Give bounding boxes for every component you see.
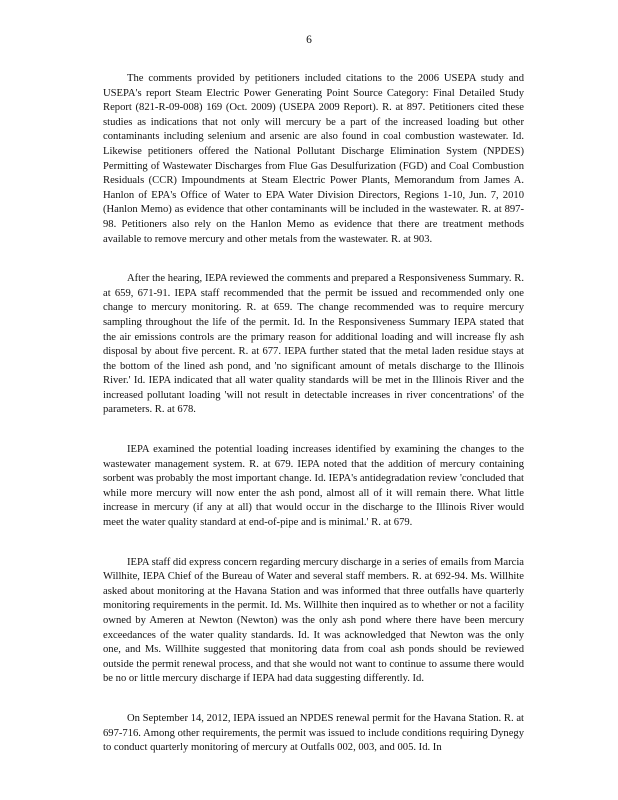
body-text: [103, 72, 524, 781]
paragraph-1: The comments provided by petitioners included citations to the 2006 USEPA study and USEPA's report Steam Electric Power Generating Point Source Category: Final Detailed Study Report (821-R-09-008) 169 (Oct. 2009) (USEPA 2009 Report). R. at 897. Petitioners cited these studies as indications that not only will mercury be a part of the increased loading but other contaminants including selenium and arsenic are also found in coal combustion wastewater. Id. Likewise petitioners offered the National Pollutant Discharge Elimination System (NPDES) Permitting of Wastewater Discharges from Flue Gas Desulfurization (FGD) and Coal Combustion Residuals (CCR) Impoundments at Steam Electric Power Plants, Memorandum from James A. Hanlon of EPA's Office of Water to EPA Water Division Directors, Regions 1-10, Jun. 7, 2010 (Hanlon Memo) as evidence that other contaminants will be included in the wastewater. R. at 897-98. Petitioners also rely on the Hanlon Memo as evidence that there are treatment methods available to remove mercury and other metals from the wastewater. R. at 903.: [103, 73, 524, 245]
paragraph-2: After the hearing, IEPA reviewed the comments and prepared a Responsiveness Summary. R. at 659, 671-91. IEPA staff recommended that the permit be issued and recommended only one change to mercury monitoring. R. at 659. The change recommended was to require mercury sampling throughout the life of the permit. Id. In the Responsiveness Summary IEPA stated that the air emissions controls are the primary reason for additional loading and will increase fly ash disposal by about five percent. R. at 677. IEPA further stated that the metal laden residue stays at the bottom of the lined ash pond, and 'no significant amount of metals discharge to the Illinois River.' Id. IEPA indicated that all water quality standards will be met in the Illinois River and the increased pollutant loading 'will not result in detectable increases in river concentrations' of the parameters. R. at 678.: [103, 273, 524, 416]
paragraph-5: On September 14, 2012, IEPA issued an NPDES renewal permit for the Havana Station. R. at 697-716. Among other requirements, the permit was issued to include conditions requiring Dynegy to conduct quarterly monitoring of mercury at Outfalls 002, 003, and 005. Id. In: [103, 712, 524, 754]
paragraph-4: IEPA staff did express concern regarding mercury discharge in a series of emails from Marcia Willhite, IEPA Chief of the Bureau of Water and several staff members. R. at 692-94. Ms. Willhite asked about monitoring at the Havana Station and was informed that three outfalls have quarterly monitoring requirements in the permit. Id. Ms. Willhite then inquired as to whether or not a facility owned by Ameren at Newton (Newton) was the only ash pond where there have been mercury exceedances of the water quality standards. Id. It was acknowledged that Newton was the only one, and Ms. Willhite suggested that monitoring data from coal ash ponds should be reviewed outside the permit renewal process, and that she would not want to continue to assume there would be no or little mercury discharge if IEPA had data suggesting differently. Id.: [103, 556, 524, 685]
page-number: 6: [306, 34, 312, 46]
paragraph-3: IEPA examined the potential loading increases identified by examining the changes to the wastewater management system. R. at 679. IEPA noted that the addition of mercury containing sorbent was probably the most important change. Id. IEPA's antidegradation review 'concluded that while more mercury will now enter the ash pond, almost all of it will remain there. What little increase in mercury (if any at all) that would occur in the discharge to the Illinois River would meet the water quality standard at end-of-pipe and is minimal.' R. at 679.: [103, 444, 524, 529]
